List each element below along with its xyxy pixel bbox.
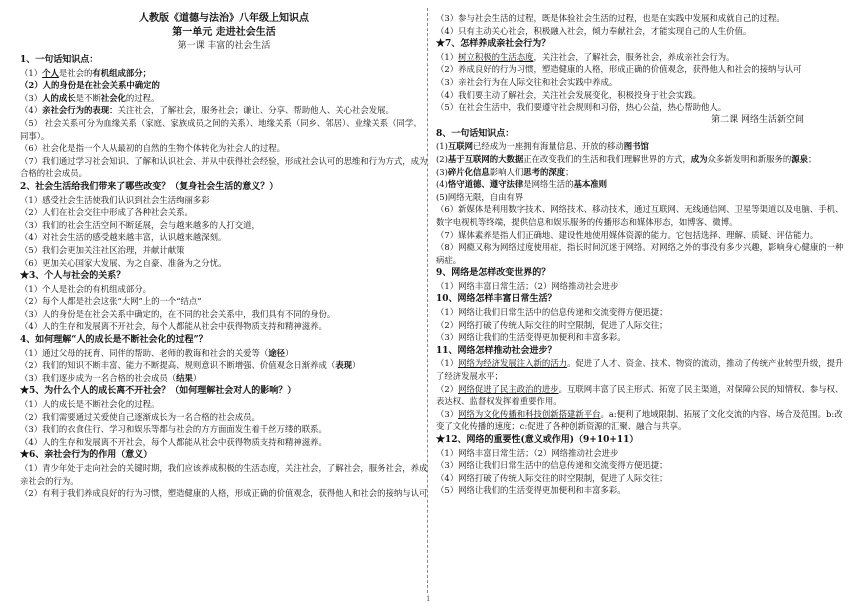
list-item: （4）人的生存和发展离不开社会，每个人都能从社会中获得物质支持和精神滋养。 bbox=[20, 436, 327, 447]
document-title: 人教版《道德与法治》八年级上知识点 bbox=[139, 13, 309, 24]
list-item: （4）只有主动关心社会，积极融入社会，倾力奉献社会，才能实现自己的人生价值。 bbox=[436, 25, 752, 36]
list-item: （1）网络让我们日常生活中的信息传递和交流变得方便迅捷； bbox=[436, 307, 668, 318]
list-item: （3）我们的社会生活空间不断延展，会与越来越多的人打交道， bbox=[20, 219, 260, 230]
list-item: （1）人的成长是不断社会化的过程。 bbox=[20, 399, 160, 410]
section-8-heading: 8、一句话知识点： bbox=[436, 128, 515, 139]
section-12-heading: ★12、网络的重要性(意义或作用)（9+10+11） bbox=[436, 435, 639, 445]
s4-line-3: （3）我们逐步成为一名合格的社会成员（结果） bbox=[20, 372, 202, 383]
list-item: （1）个人是社会的有机组成部分。 bbox=[20, 283, 151, 294]
s1-line-5: （5） 社会关系可分为血缘关系（家庭、家族成员之间的关系）、地缘关系（同乡、邻居）、业缘关系（同学、同事）。 bbox=[20, 117, 422, 141]
list-item: （3）人的身份是在社会关系中确定的，在不同的社会关系中，我们具有不同的身份。 bbox=[20, 308, 336, 319]
s4-line-2: （2）我们的知识不断丰富、能力不断提高、规则意识不断增强、价值观念日渐养成（表现） bbox=[20, 360, 361, 371]
s8-line-1: (1)互联网已经成为一座拥有海量信息、开放的移动图书馆 bbox=[436, 141, 649, 152]
list-item: （5）网络让我们的生活变得更加便利和丰富多彩。 bbox=[436, 485, 626, 496]
s11-line-2: （2）网络促进了民主政治的进步。互联网丰富了民主形式、拓宽了民主渠道，对保障公民的知情权、参与权、表达权、监督权发挥着重要作用。 bbox=[436, 383, 844, 407]
list-item: （3）网络让我们的生活变得更加便利和丰富多彩。 bbox=[436, 332, 626, 343]
lesson-1-title: 第一课 丰富的社会生活 bbox=[177, 41, 271, 51]
s1-line-3: （3）人的成长是不断社会化的过程。 bbox=[20, 92, 160, 103]
list-item: （1）感受社会生活使我们认识到社会生活绚丽多彩 bbox=[20, 194, 210, 205]
s9-line-1: （1）网络丰富日常生活；（2）网络推动社会进步 bbox=[436, 280, 619, 291]
right-column bbox=[436, 12, 844, 497]
list-item: （3）参与社会生活的过程，既是体验社会生活的过程，也是在实践中发展和成就自己的过程。 bbox=[436, 13, 785, 23]
list-item: （3）我们的衣食住行、学习和娱乐等都与社会的方方面面发生着千丝万缕的联系。 bbox=[20, 424, 327, 435]
section-11-heading: 11、网络怎样推动社会进步？ bbox=[436, 345, 557, 356]
list-item: （5）我们会更加关注社区治理，并献计献策 bbox=[20, 244, 185, 255]
list-item: （3）亲社会行为在人际交往和社会实践中养成。 bbox=[436, 76, 618, 87]
section-4-heading: 4、如何理解“人的成长是不断社会化的过程”？ bbox=[20, 335, 208, 346]
list-item: （1）青少年处于走向社会的关键时期，我们应该养成积极的生活态度，关注社会，了解社会，服务社会，养成亲社会的行为。 bbox=[20, 463, 428, 486]
left-column bbox=[20, 12, 428, 500]
list-item: （2）网络打破了传统人际交往的时空限制，促进了人际交往； bbox=[436, 319, 668, 330]
list-item: （2）人们在社会交往中形成了各种社会关系。 bbox=[20, 207, 193, 218]
list-item: （1）网络丰富日常生活；（2）网络推动社会进步 bbox=[436, 447, 619, 458]
s8-line-6: （6）新媒体是利用数字技术、网络技术、移动技术，通过互联网、无线通信网、卫星等渠道以及电脑、手机、数字电视机等终端，提供信息和娱乐服务的传播形态和媒体形态，如博客、微博。 bbox=[436, 204, 844, 227]
s8-line-3: (3)碎片化信息影响人们思考的深度； bbox=[436, 166, 574, 177]
unit-title: 第一单元 走进社会生活 bbox=[172, 27, 276, 38]
s11-line-3: （3）网络为文化传播和科技创新搭建新平台。a:便利了地域限制、拓展了文化交流的内容、场合及范围。b:改变了文化传播的速度；c:促进了各种创新资源的汇聚、融合与共享。 bbox=[436, 408, 843, 432]
list-item: （2）我们需要通过关爱使自己逐渐成长为一名合格的社会成员。 bbox=[20, 411, 260, 422]
section-3-heading: ★3、个人与社会的关系？ bbox=[20, 271, 126, 282]
section-7-heading: ★7、怎样养成亲社会行为？ bbox=[436, 39, 551, 50]
section-5-heading: ★5、为什么个人的成长离不开社会？（如何理解社会对人的影响？） bbox=[20, 386, 297, 397]
list-item: （2）每个人都是社会这张“大网”上的一个“结点” bbox=[20, 296, 202, 307]
s1-line-1: （1）个人是社会的有机组成部分； bbox=[20, 67, 151, 78]
s7-line-1: （1）树立积极的生活态度，关注社会，了解社会，服务社会，养成亲社会行为。 bbox=[436, 51, 735, 62]
list-item: （2）养成良好的行为习惯，塑造健康的人格，形成正确的价值观念，获得他人和社会的接纳与认可 bbox=[436, 64, 802, 75]
list-item: （4）我们要主动了解社会，关注社会发展变化，积极投身于社会实践。 bbox=[436, 89, 701, 100]
section-1-heading: 1、一句话知识点： bbox=[20, 55, 99, 65]
list-item: （2）有利于我们养成良好的行为习惯，塑造健康的人格，形成正确的价值观念，获得他人和社会的接纳与认可 bbox=[20, 488, 428, 499]
section-2-heading: 2、社会生活给我们带来了哪些改变？（复身社会生活的意义？） bbox=[20, 181, 279, 192]
s8-line-4: (4)恪守道德、遵守法律是网络生活的基本准则 bbox=[436, 179, 607, 190]
list-item: （4）人的生存和发展离不开社会，每个人都能从社会中获得物质支持和精神滋养。 bbox=[20, 321, 327, 332]
lesson-2-title: 第二课 网络生活新空间 bbox=[711, 114, 804, 125]
s1-line-6: （6）社会化是指一个人从最初的自然的生物个体转化为社会人的过程。 bbox=[20, 143, 285, 154]
s1-line-4: （4）亲社会行为的表现：关注社会，了解社会，服务社会；谦让、分享、帮助他人、关心社会发展。 bbox=[20, 105, 394, 116]
section-9-heading: 9、网络是怎样改变世界的？ bbox=[436, 268, 551, 279]
list-item: （6）更加关心国家大发展、为之自豪、准备为之分忧。 bbox=[20, 257, 227, 268]
s8-line-8: （8）网瘾又称为网络过度使用症，指长时间沉迷于网络。对网络之外的事没有多少兴趣，影响身心健康的一种病症。 bbox=[436, 242, 844, 265]
list-item: （4）对社会生活的感受越来越丰富，认识越来越深刻。 bbox=[20, 232, 227, 243]
s1-line-2: （2）人的身份是在社会关系中确定的 bbox=[20, 80, 160, 91]
s8-line-2: (2)基于互联网的大数据正在改变我们的生活和我们理解世界的方式，成为众多新发明和新服务的源泉； bbox=[436, 153, 817, 164]
s1-line-7: （7）我们通过学习社会知识、了解和认识社会、并从中获得社会经验，形成社会认可的思维和行为方式，成为合格的社会成员。 bbox=[20, 155, 428, 179]
s8-line-7: （7）媒体素养是指人们正确地、建设性地使用媒体资源的能力。它包括选择、理解、质疑、评估能力。 bbox=[436, 229, 819, 240]
list-item: （5）在社会生活中，我们要遵守社会规则和习俗，热心公益，热心帮助他人。 bbox=[436, 102, 727, 113]
page-number: 1 bbox=[426, 595, 431, 603]
s8-line-5: (5)网络无限，自由有界 bbox=[436, 191, 524, 202]
section-6-heading: ★6、亲社会行为的作用（意义） bbox=[20, 450, 153, 461]
s4-line-1: （1）通过父母的抚育、同伴的帮助、老师的教诲和社会的关爱等（途径） bbox=[20, 347, 294, 358]
s11-line-1: （1）网络为经济发展注入新的活力。促进了人才、资金、技术、物资的流动，推动了传统产业转型升级，提升了经济发展水平； bbox=[436, 358, 844, 382]
list-item: （4）网络打破了传统人际交往的时空限制，促进了人际交往； bbox=[436, 472, 668, 483]
list-item: （3）网络让我们日常生活中的信息传递和交流变得方便迅捷； bbox=[436, 460, 668, 471]
section-10-heading: 10、网络怎样丰富日常生活？ bbox=[436, 294, 557, 305]
